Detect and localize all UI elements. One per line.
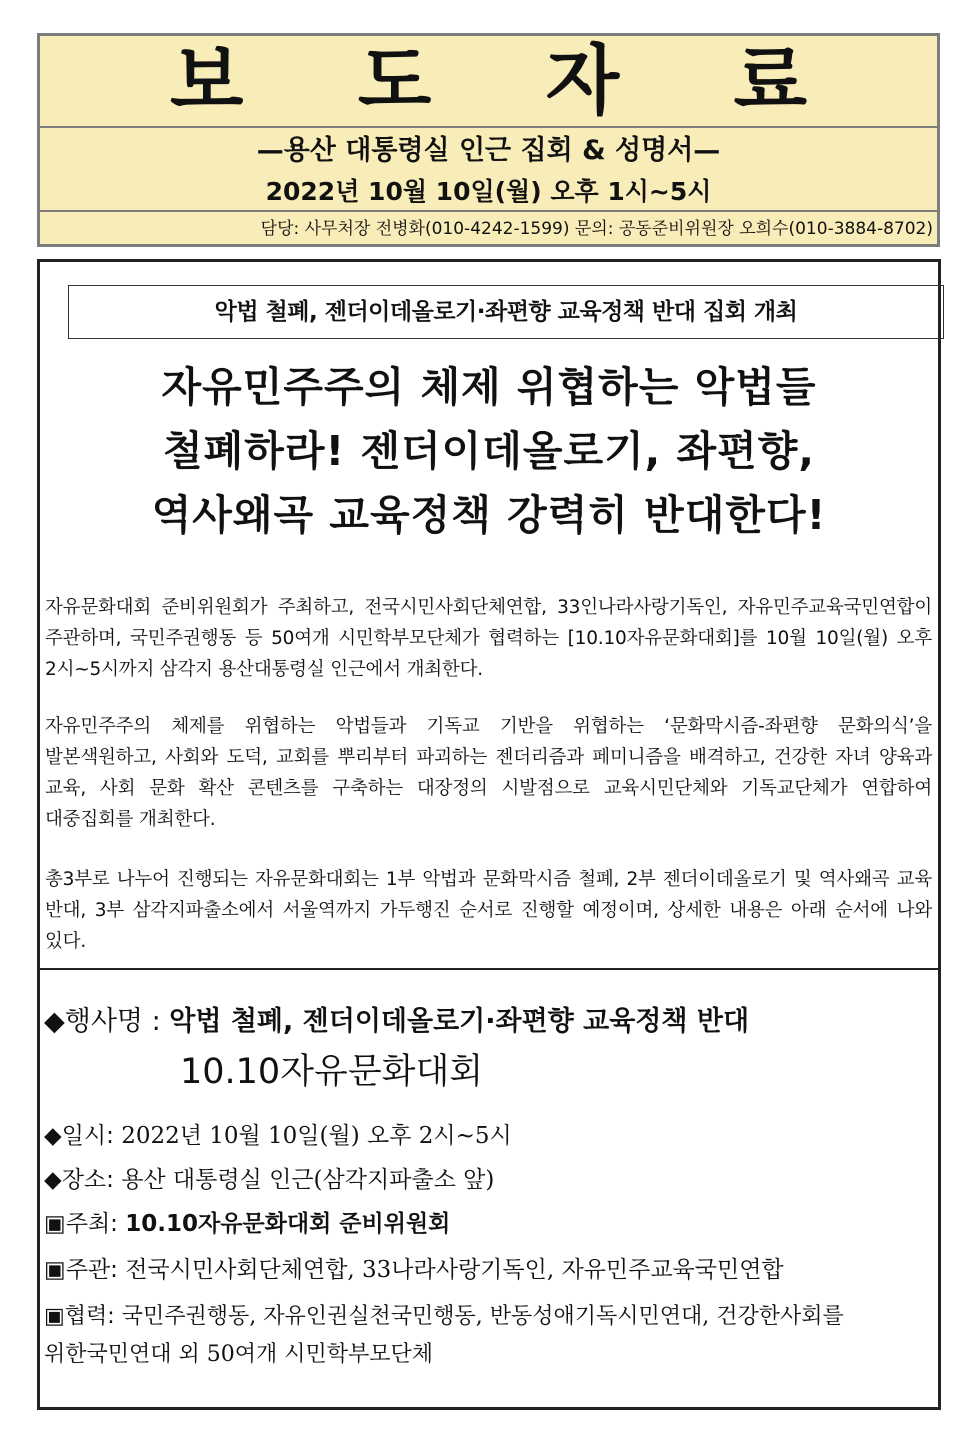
tagline-box: 악법 철폐, 젠더이데올로기·좌편향 교육정책 반대 집회 개최 (68, 285, 944, 339)
event-organizer-row (44, 1252, 784, 1288)
document-subtitle: —용산 대통령실 인근 집회 & 성명서— (256, 135, 721, 166)
contact-info: 담당: 사무처장 전병화(010-4242-1599) 문의: 공동준비위원장 오희수(010-3884-8702) (260, 219, 933, 239)
headline (40, 355, 938, 547)
press-release-body (37, 259, 941, 1410)
body-paragraph: 자유문화대회 준비위원회가 주최하고, 전국시민사회단체연합, 33인나라사랑기독인, 자유민주교육국민연합이 주관하며, 국민주권행동 등 50여개 시민학부모단체가 협력하는 [10.10자유문화대회]를 10월 10일(월) 오후 2시~5시까지 삼각지 용산대통령실 인근에서 개최한다. (45, 597, 932, 680)
event-name-value-2: 10.10자유문화대회 (180, 1052, 484, 1092)
header-divider (40, 126, 937, 128)
event-datetime: 2022년 10월 10일(월) 오후 1시~5시 (265, 177, 712, 206)
event-host-label: ▣주최: (44, 1211, 126, 1237)
event-date-label: ◆일시: (44, 1123, 122, 1149)
headline-line: 자유민주주의 체제 위협하는 악법들 (161, 363, 817, 411)
event-organizer-value: 전국시민사회단체연합, 33나라사랑기독인, 자유민주교육국민연합 (125, 1257, 784, 1283)
document-title: 보 도 자 료 (169, 36, 852, 125)
headline-line: 철폐하라! 젠더이데올로기, 좌편향, (163, 427, 815, 475)
event-cooperation-row (44, 1298, 932, 1374)
section-divider (40, 968, 938, 970)
event-name-value: 악법 철폐, 젠더이데올로기·좌편향 교육정책 반대 (169, 1006, 750, 1037)
event-place-value: 용산 대통령실 인근(삼각지파출소 앞) (121, 1167, 495, 1193)
event-date-row (44, 1118, 512, 1154)
event-host-row (44, 1206, 450, 1242)
event-cooperation-label: ▣협력: (44, 1304, 122, 1329)
body-paragraph: 자유민주주의 체제를 위협하는 악법들과 기독교 기반을 위협하는 ‘문화막시즘-좌편향 문화의식’을 발본색원하고, 사회와 도덕, 교회를 뿌리부터 파괴하는 젠더리즘과 페미니즘을 배격하고, 건강한 자녀 양육과 교육, 사회 문화 확산 콘텐츠를 구축하는 대장정의 시발점으로 교육시민단체와 기독교단체가 연합하여 대중집회를 개최한다. (45, 716, 932, 830)
event-host-value: 10.10자유문화대회 준비위원회 (125, 1211, 451, 1237)
event-place-row (44, 1162, 494, 1198)
event-name-row (44, 1002, 749, 1042)
event-place-label: ◆장소: (44, 1167, 122, 1193)
headline-line: 역사왜곡 교육정책 강력히 반대한다! (151, 491, 827, 539)
event-organizer-label: ▣주관: (44, 1257, 126, 1283)
event-cooperation-value: 국민주권행동, 자유인권실천국민행동, 반동성애기독시민연대, 건강한사회를 위한국민연대 외 50여개 시민학부모단체 (44, 1304, 844, 1367)
header-divider (40, 210, 937, 212)
event-date-value: 2022년 10월 10일(월) 오후 2시~5시 (121, 1123, 512, 1149)
event-name-label: ◆행사명 : (44, 1006, 170, 1037)
body-paragraph: 총3부로 나누어 진행되는 자유문화대회는 1부 악법과 문화막시즘 철폐, 2부 젠더이데올로기 및 역사왜곡 교육 반대, 3부 삼각지파출소에서 서울역까지 가두행진 순서로 진행할 예정이며, 상세한 내용은 아래 순서에 나와 있다. (45, 869, 932, 952)
press-release-header (37, 33, 940, 247)
